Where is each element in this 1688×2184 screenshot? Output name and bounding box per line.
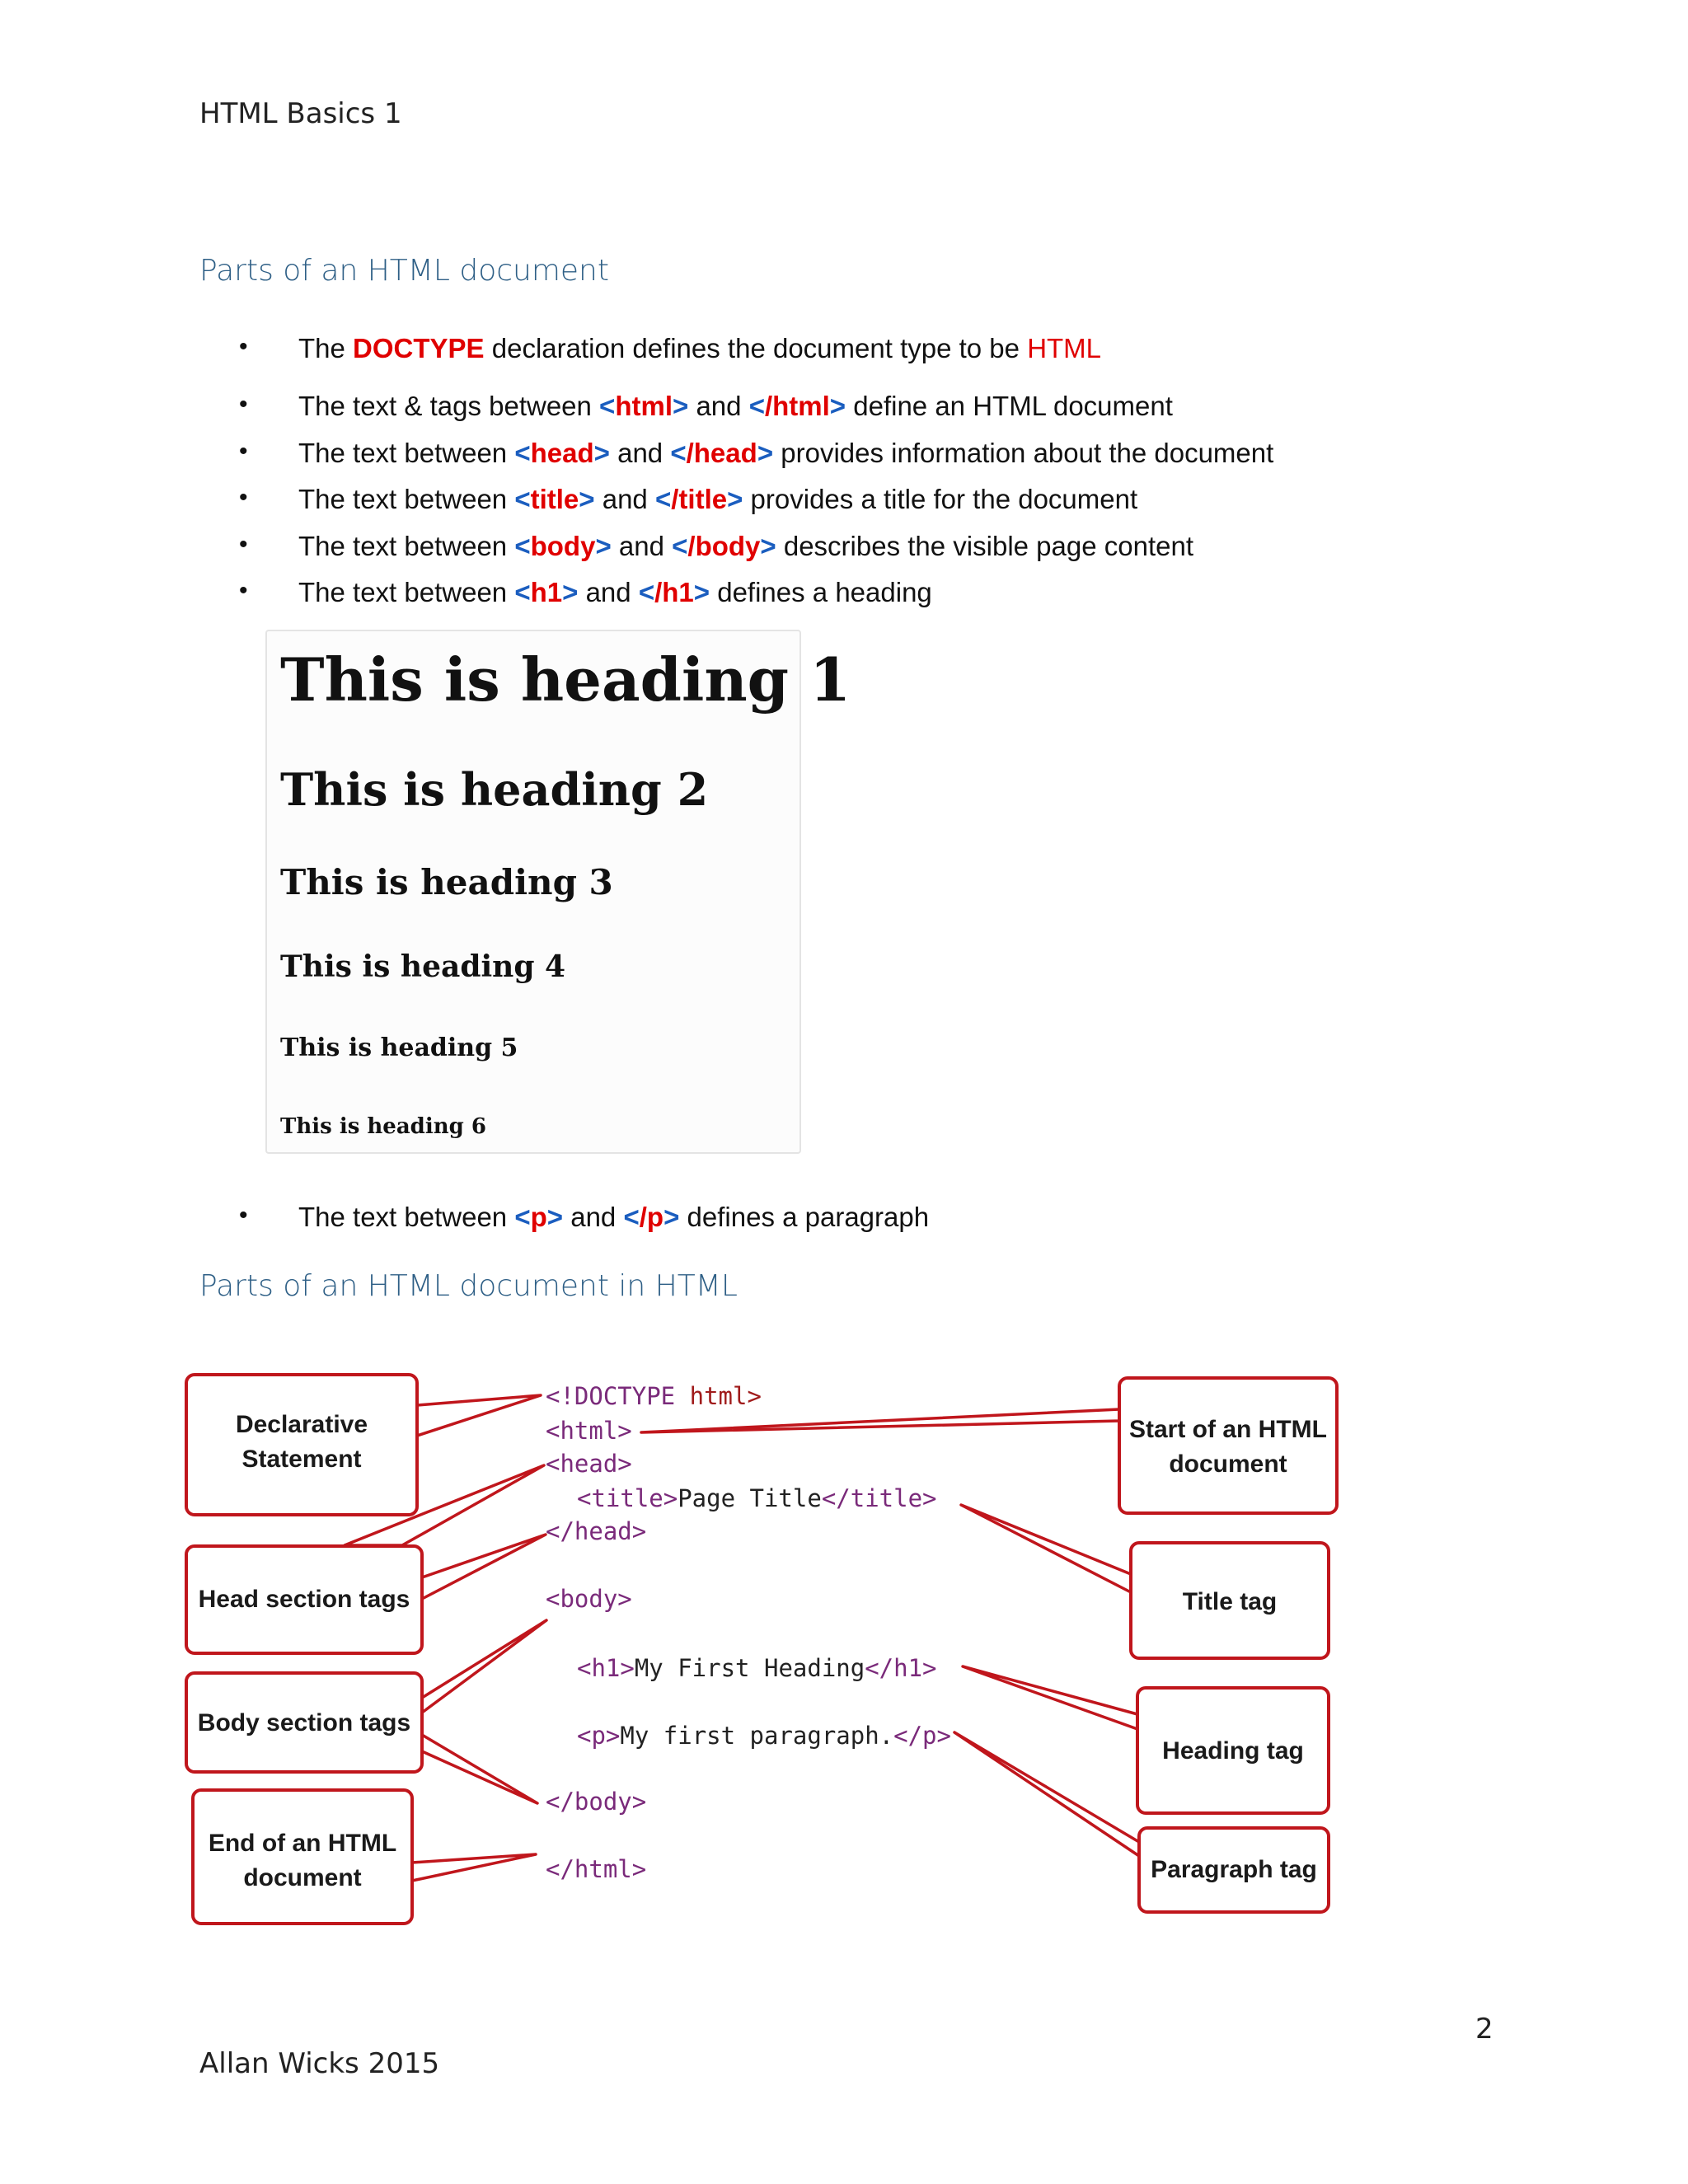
- list-item: • The text & tags between <html> and </html> define an HTML document: [239, 391, 1273, 438]
- callout-box-end-html: [193, 1790, 412, 1924]
- label-body-section: Body section tags: [197, 1709, 411, 1736]
- list-item: • The text between <h1> and </h1> defines a heading: [239, 577, 1273, 623]
- list-item: • The text between <head> and </head> provides information about the document: [239, 438, 1273, 484]
- label-paragraph-tag: Paragraph tag: [1151, 1856, 1317, 1883]
- code-html-close: </html>: [546, 1855, 647, 1883]
- heading-sample-2: This is heading 2: [280, 763, 709, 816]
- label-head-section: Head section tags: [198, 1586, 410, 1613]
- code-p-line: <p>My first paragraph.</p>: [577, 1722, 951, 1750]
- list-item: • The DOCTYPE declaration defines the document type to be HTML: [239, 333, 1273, 391]
- list-item: • The text between <body> and </body> describes the visible page content: [239, 531, 1273, 577]
- page-number: 2: [1475, 2013, 1493, 2046]
- code-head-open: <head>: [546, 1450, 632, 1478]
- label-heading-tag: Heading tag: [1162, 1737, 1304, 1765]
- callout-box-declarative: [186, 1375, 417, 1515]
- section-heading-parts-in-html: Parts of an HTML document in HTML: [199, 1269, 738, 1303]
- page-header-title: HTML Basics 1: [199, 97, 402, 130]
- list-item: • The text between <p> and </p> defines a paragraph: [239, 1202, 929, 1248]
- heading-samples-image: [265, 630, 851, 1154]
- heading-sample-3: This is heading 3: [280, 862, 613, 902]
- list-item: • The text between <title> and </title> provides a title for the document: [239, 484, 1273, 531]
- heading-sample-4: This is heading 4: [280, 949, 566, 984]
- code-title-line: <title>Page Title</title>: [577, 1484, 937, 1512]
- label-end-html-line2: document: [243, 1864, 362, 1891]
- bullet-list-paragraph: [239, 1202, 929, 1248]
- code-doctype: <!DOCTYPE html>: [546, 1382, 762, 1410]
- code-body-close: </body>: [546, 1788, 647, 1816]
- footer-author: Allan Wicks 2015: [199, 2047, 440, 2080]
- heading-sample-1: This is heading 1: [280, 644, 851, 715]
- code-h1-line: <h1>My First Heading</h1>: [577, 1654, 937, 1682]
- code-body-open: <body>: [546, 1585, 632, 1613]
- callout-pointers: [345, 1395, 1139, 1881]
- bullet-list-parts: [239, 333, 1273, 623]
- callout-box-start-html: [1119, 1378, 1337, 1513]
- code-head-close: </head>: [546, 1517, 647, 1545]
- label-declarative-line1: Declarative: [235, 1411, 368, 1438]
- heading-sample-6: This is heading 6: [280, 1114, 486, 1139]
- label-end-html-line1: End of an HTML: [208, 1830, 397, 1857]
- label-declarative-line2: Statement: [241, 1446, 362, 1473]
- label-start-html-line2: document: [1169, 1451, 1287, 1478]
- label-title-tag: Title tag: [1182, 1588, 1278, 1615]
- html-structure-diagram: [180, 1360, 1350, 1929]
- heading-sample-5: This is heading 5: [280, 1033, 518, 1062]
- code-html-open: <html>: [546, 1417, 632, 1445]
- label-start-html-line1: Start of an HTML: [1129, 1416, 1327, 1443]
- section-heading-parts: Parts of an HTML document: [199, 254, 609, 288]
